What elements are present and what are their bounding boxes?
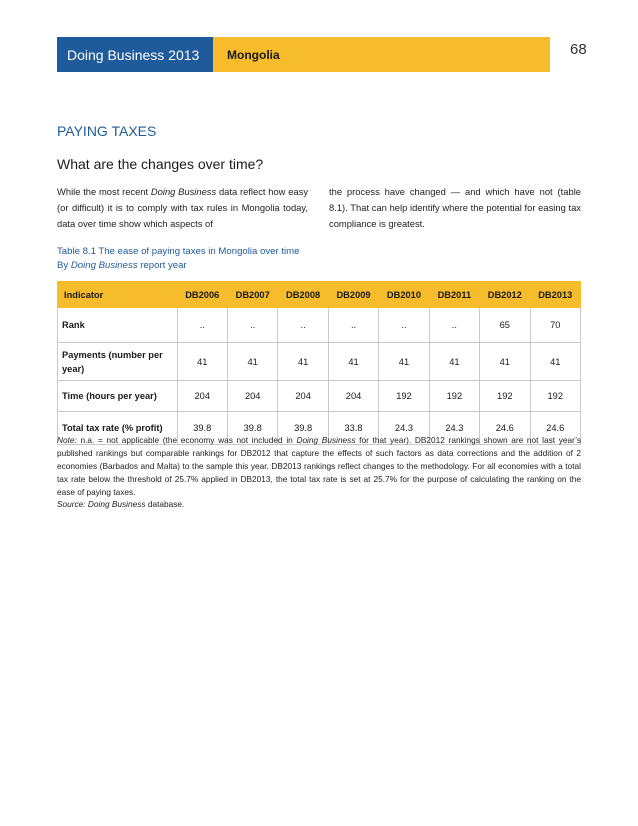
report-title: Doing Business 2013 xyxy=(57,37,213,72)
page-number: 68 xyxy=(570,41,587,58)
table-cell: .. xyxy=(278,308,328,343)
note-text: n.a. = not applicable (the economy was not included in xyxy=(76,435,297,445)
row-label: Rank xyxy=(58,308,178,343)
table-cell: 192 xyxy=(480,381,530,412)
table-cell: 24.6 xyxy=(530,412,580,445)
table-cell: 70 xyxy=(530,308,580,343)
column-header: DB2009 xyxy=(328,282,378,308)
column-header: DB2012 xyxy=(480,282,530,308)
table-cell: 24.3 xyxy=(429,412,479,445)
table-cell: 41 xyxy=(480,343,530,381)
table-header-row xyxy=(58,282,581,308)
country-name: Mongolia xyxy=(213,37,550,72)
table-cell: 39.8 xyxy=(177,412,227,445)
table-cell: 41 xyxy=(227,343,277,381)
table-cell: 204 xyxy=(227,381,277,412)
table-caption-title: Table 8.1 The ease of paying taxes in Mongolia over time xyxy=(57,246,300,257)
column-header-indicator: Indicator xyxy=(58,282,178,308)
table-caption-subtitle xyxy=(57,259,299,273)
table-cell: .. xyxy=(328,308,378,343)
column-header: DB2011 xyxy=(429,282,479,308)
row-label: Payments (number per year) xyxy=(58,343,178,381)
table-cell: 24.3 xyxy=(379,412,429,445)
column-header: DB2010 xyxy=(379,282,429,308)
paragraph-text: While the most recent xyxy=(57,186,151,197)
table-cell: 41 xyxy=(177,343,227,381)
table-caption xyxy=(57,245,299,273)
page-header xyxy=(57,37,550,72)
table-cell: 24.6 xyxy=(480,412,530,445)
source-label: Source: xyxy=(57,499,86,509)
table-source xyxy=(57,499,184,509)
table-cell: 39.8 xyxy=(227,412,277,445)
table-row xyxy=(58,381,581,412)
table-cell: 192 xyxy=(379,381,429,412)
column-header: DB2007 xyxy=(227,282,277,308)
table-cell: .. xyxy=(227,308,277,343)
body-paragraph-right: the process have changed — and which have not (table 8.1). That can help identify where the potential for easing tax compliance is greatest. xyxy=(329,186,581,229)
caption-text: report year xyxy=(137,260,187,271)
source-emphasis: Doing Business xyxy=(85,499,146,509)
table-cell: 204 xyxy=(328,381,378,412)
body-paragraph-left xyxy=(57,184,308,232)
caption-text: By xyxy=(57,260,71,271)
table-cell: .. xyxy=(379,308,429,343)
note-emphasis: Doing Business xyxy=(296,435,356,445)
table-cell: 41 xyxy=(278,343,328,381)
paragraph-text: data reflect how easy (or difficult) it is to comply with tax rules in Mongolia today, data over time show which aspects of xyxy=(57,186,309,229)
table-cell: 192 xyxy=(429,381,479,412)
note-text: for that year). DB2012 rankings shown are not last year’s published rankings but comparable rankings for DB2012 that capture the effects of such factors as data corrections and the addition of 2 economies (Barbados and Malta) to the sample this year. DB2013 rankings reflect changes to the methodology. For all economies with a total tax rate below the threshold of 25.7% applied in DB2013, the total tax rate is set at 25.7% for the purpose of calculating the ranking on the ease of paying taxes. xyxy=(57,435,581,497)
table-cell: 192 xyxy=(530,381,580,412)
table-row xyxy=(58,343,581,381)
table-cell: 65 xyxy=(480,308,530,343)
table-cell: 41 xyxy=(379,343,429,381)
table-cell: 41 xyxy=(429,343,479,381)
paragraph-emphasis: Doing Business xyxy=(150,186,217,197)
table-cell: 41 xyxy=(530,343,580,381)
table-cell: 41 xyxy=(328,343,378,381)
table-row xyxy=(58,308,581,343)
column-header: DB2013 xyxy=(530,282,580,308)
table-cell: 204 xyxy=(278,381,328,412)
table-cell: 33.8 xyxy=(328,412,378,445)
subheading: What are the changes over time? xyxy=(57,156,264,172)
table-cell: .. xyxy=(177,308,227,343)
column-header: DB2008 xyxy=(278,282,328,308)
table-cell: 204 xyxy=(177,381,227,412)
note-label: Note: xyxy=(57,435,77,445)
column-header: DB2006 xyxy=(177,282,227,308)
table-cell: .. xyxy=(429,308,479,343)
caption-emphasis: Doing Business xyxy=(70,260,138,271)
row-label: Total tax rate (% profit) xyxy=(58,412,178,445)
table-cell: 39.8 xyxy=(278,412,328,445)
table-note xyxy=(57,434,581,499)
section-title: PAYING TAXES xyxy=(57,123,157,139)
source-text: database. xyxy=(145,499,185,509)
taxes-table xyxy=(57,281,581,445)
row-label: Time (hours per year) xyxy=(58,381,178,412)
